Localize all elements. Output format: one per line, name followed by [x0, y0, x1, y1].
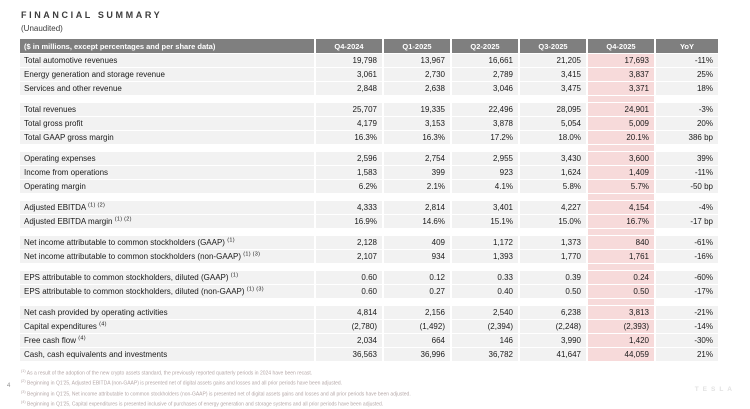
cell: 3,475: [520, 82, 586, 95]
footnote: [21, 368, 721, 378]
row-label-text: Free cash flow: [24, 336, 77, 345]
cell: 3,837: [588, 68, 654, 81]
cell: 15.0%: [520, 215, 586, 228]
cell: -11%: [656, 166, 718, 179]
row-label-text: Total automotive revenues: [24, 56, 118, 65]
row-label: [20, 201, 314, 214]
footnote-marker: (2): [21, 379, 26, 384]
cell: 1,393: [452, 250, 518, 263]
row-label-text: Net income attributable to common stockholders (GAAP): [24, 238, 225, 247]
table-header-row: [20, 39, 718, 53]
cell: 0.24: [588, 271, 654, 284]
cell: 1,770: [520, 250, 586, 263]
footnote-marker: (1): [21, 369, 26, 373]
row-label: [20, 54, 314, 67]
page-subtitle: (Unaudited): [21, 24, 63, 33]
footnote-marker: (4): [78, 335, 86, 342]
row-label-text: EPS attributable to common stockholders, diluted (GAAP): [24, 273, 229, 282]
footnote-marker: (1): [227, 237, 235, 244]
cell: 1,624: [520, 166, 586, 179]
cell: 3,046: [452, 82, 518, 95]
cell: 2.1%: [384, 180, 450, 193]
cell: 2,107: [316, 250, 382, 263]
gap-cell: [384, 299, 450, 305]
cell: 39%: [656, 152, 718, 165]
cell: 21,205: [520, 54, 586, 67]
gap-cell: [316, 299, 382, 305]
row-label: [20, 117, 314, 130]
table-header-col: Q4-2025: [588, 39, 654, 53]
gap-cell: [520, 264, 586, 270]
cell: 3,990: [520, 334, 586, 347]
row-label: [20, 348, 314, 361]
table-body: [20, 54, 718, 361]
cell: 3,371: [588, 82, 654, 95]
footnote-marker: (1) (2): [114, 216, 132, 223]
gap-cell: [656, 194, 718, 200]
gap-cell: [20, 264, 314, 270]
row-label: [20, 180, 314, 193]
cell: -11%: [656, 54, 718, 67]
row-label-text: Total GAAP gross margin: [24, 133, 114, 142]
cell: 14.6%: [384, 215, 450, 228]
cell: 16.9%: [316, 215, 382, 228]
table-row: [20, 54, 718, 67]
gap-cell: [20, 145, 314, 151]
cell: 18.0%: [520, 131, 586, 144]
table-header-col: Q1-2025: [384, 39, 450, 53]
row-label-text: Adjusted EBITDA margin: [24, 217, 113, 226]
row-label-text: Total revenues: [24, 105, 77, 114]
footnote: [21, 378, 721, 388]
table-row: [20, 236, 718, 249]
cell: (2,248): [520, 320, 586, 333]
cell: 1,583: [316, 166, 382, 179]
cell: 2,789: [452, 68, 518, 81]
cell: 2,540: [452, 306, 518, 319]
table-header-col: Q2-2025: [452, 39, 518, 53]
section-gap-row: [20, 264, 718, 270]
cell: 18%: [656, 82, 718, 95]
cell: 3,430: [520, 152, 586, 165]
section-gap-row: [20, 194, 718, 200]
gap-cell: [452, 194, 518, 200]
footnote: [21, 389, 721, 399]
cell: 2,128: [316, 236, 382, 249]
row-label: [20, 271, 314, 284]
section-gap-row: [20, 229, 718, 235]
gap-cell: [520, 229, 586, 235]
cell: 4,154: [588, 201, 654, 214]
row-label-text: Net income attributable to common stockholders (non-GAAP): [24, 252, 241, 261]
cell: 36,782: [452, 348, 518, 361]
row-label-text: Capital expenditures: [24, 322, 97, 331]
cell: 0.27: [384, 285, 450, 298]
table-row: [20, 103, 718, 116]
cell: 19,798: [316, 54, 382, 67]
cell: 1,761: [588, 250, 654, 263]
cell: 0.12: [384, 271, 450, 284]
cell: 2,034: [316, 334, 382, 347]
cell: 146: [452, 334, 518, 347]
gap-cell: [20, 194, 314, 200]
gap-cell: [452, 264, 518, 270]
gap-cell: [588, 96, 654, 102]
table-row: [20, 131, 718, 144]
cell: 6.2%: [316, 180, 382, 193]
financial-summary-table: [18, 38, 720, 362]
cell: 16.3%: [316, 131, 382, 144]
gap-cell: [656, 96, 718, 102]
row-label-text: Adjusted EBITDA: [24, 203, 86, 212]
footnote-marker: (3): [21, 389, 26, 394]
gap-cell: [588, 145, 654, 151]
row-label: [20, 166, 314, 179]
cell: 1,172: [452, 236, 518, 249]
gap-cell: [588, 264, 654, 270]
gap-cell: [452, 229, 518, 235]
row-label: [20, 103, 314, 116]
row-label: [20, 334, 314, 347]
cell: 5,009: [588, 117, 654, 130]
section-gap-row: [20, 299, 718, 305]
cell: 664: [384, 334, 450, 347]
cell: 4.1%: [452, 180, 518, 193]
table-row: [20, 166, 718, 179]
cell: 5.8%: [520, 180, 586, 193]
gap-cell: [20, 229, 314, 235]
table-header: [20, 39, 718, 53]
cell: 409: [384, 236, 450, 249]
gap-cell: [316, 264, 382, 270]
gap-cell: [656, 264, 718, 270]
gap-cell: [316, 194, 382, 200]
cell: 15.1%: [452, 215, 518, 228]
cell: 36,996: [384, 348, 450, 361]
gap-cell: [588, 194, 654, 200]
table-row: [20, 117, 718, 130]
table-row: [20, 82, 718, 95]
cell: 0.50: [520, 285, 586, 298]
table-row: [20, 348, 718, 361]
row-label: [20, 215, 314, 228]
cell: 3,878: [452, 117, 518, 130]
table-row: [20, 306, 718, 319]
footnote-text: Beginning in Q1'25, Net income attributable to common stockholders (non-GAAP) is presented net of digital assets gains and losses and all prior periods have been adjusted.: [27, 391, 411, 398]
cell: 5,054: [520, 117, 586, 130]
gap-cell: [384, 194, 450, 200]
cell: 2,955: [452, 152, 518, 165]
cell: -60%: [656, 271, 718, 284]
table-header-label: ($ in millions, except percentages and per share data): [20, 39, 314, 53]
cell: -3%: [656, 103, 718, 116]
row-label-text: Operating margin: [24, 182, 86, 191]
gap-cell: [520, 299, 586, 305]
footnote-marker: (1): [230, 272, 239, 279]
cell: 24,901: [588, 103, 654, 116]
cell: -16%: [656, 250, 718, 263]
cell: 386 bp: [656, 131, 718, 144]
cell: 2,730: [384, 68, 450, 81]
row-label-text: Operating expenses: [24, 154, 96, 163]
cell: 2,814: [384, 201, 450, 214]
cell: 6,238: [520, 306, 586, 319]
footnote-marker: (1) (3): [243, 251, 261, 258]
cell: 17.2%: [452, 131, 518, 144]
table-row: [20, 285, 718, 298]
gap-cell: [452, 96, 518, 102]
cell: 3,153: [384, 117, 450, 130]
table-row: [20, 334, 718, 347]
footnotes: [21, 368, 721, 409]
footnote-marker: (1) (2): [88, 202, 106, 209]
cell: 399: [384, 166, 450, 179]
cell: 17,693: [588, 54, 654, 67]
cell: 4,333: [316, 201, 382, 214]
cell: (2,393): [588, 320, 654, 333]
table-row: [20, 271, 718, 284]
row-label: [20, 250, 314, 263]
cell: 3,813: [588, 306, 654, 319]
cell: 1,409: [588, 166, 654, 179]
cell: -17%: [656, 285, 718, 298]
row-label-text: Services and other revenue: [24, 84, 122, 93]
gap-cell: [520, 194, 586, 200]
gap-cell: [656, 145, 718, 151]
gap-cell: [20, 299, 314, 305]
gap-cell: [656, 229, 718, 235]
cell: 2,156: [384, 306, 450, 319]
gap-cell: [588, 299, 654, 305]
cell: 4,814: [316, 306, 382, 319]
cell: 28,095: [520, 103, 586, 116]
gap-cell: [452, 299, 518, 305]
gap-cell: [384, 264, 450, 270]
row-label-text: EPS attributable to common stockholders, diluted (non-GAAP): [24, 287, 245, 296]
cell: 2,596: [316, 152, 382, 165]
gap-cell: [384, 96, 450, 102]
gap-cell: [316, 96, 382, 102]
cell: -14%: [656, 320, 718, 333]
gap-cell: [316, 145, 382, 151]
table-header-col: YoY: [656, 39, 718, 53]
cell: -30%: [656, 334, 718, 347]
footnote-text: As a result of the adoption of the new crypto assets standard, the previously reported quarterly periods in 2024 have been recast.: [26, 370, 313, 377]
cell: 5.7%: [588, 180, 654, 193]
row-label-text: Energy generation and storage revenue: [24, 70, 165, 79]
table-row: [20, 201, 718, 214]
cell: 840: [588, 236, 654, 249]
table-row: [20, 152, 718, 165]
cell: 22,496: [452, 103, 518, 116]
row-label: [20, 236, 314, 249]
cell: 3,061: [316, 68, 382, 81]
cell: 16.3%: [384, 131, 450, 144]
cell: 20%: [656, 117, 718, 130]
cell: 1,373: [520, 236, 586, 249]
cell: -17 bp: [656, 215, 718, 228]
row-label: [20, 131, 314, 144]
gap-cell: [520, 96, 586, 102]
page-title: FINANCIAL SUMMARY: [21, 10, 163, 20]
cell: 13,967: [384, 54, 450, 67]
cell: (1,492): [384, 320, 450, 333]
cell: 4,227: [520, 201, 586, 214]
cell: 25%: [656, 68, 718, 81]
table-row: [20, 68, 718, 81]
cell: 1,420: [588, 334, 654, 347]
table-row: [20, 250, 718, 263]
cell: 0.60: [316, 285, 382, 298]
gap-cell: [656, 299, 718, 305]
row-label: [20, 68, 314, 81]
row-label: [20, 320, 314, 333]
cell: -21%: [656, 306, 718, 319]
cell: 0.50: [588, 285, 654, 298]
gap-cell: [316, 229, 382, 235]
cell: 25,707: [316, 103, 382, 116]
table-row: [20, 180, 718, 193]
cell: 21%: [656, 348, 718, 361]
cell: 0.39: [520, 271, 586, 284]
cell: 3,415: [520, 68, 586, 81]
gap-cell: [520, 145, 586, 151]
footnote: [21, 399, 721, 409]
footnote-text: Beginning in Q1'25, Capital expenditures is presented inclusive of purchases of energy generation and storage systems and all prior periods have been adjusted.: [27, 401, 384, 408]
cell: 19,335: [384, 103, 450, 116]
table-row: [20, 320, 718, 333]
cell: (2,394): [452, 320, 518, 333]
cell: 3,401: [452, 201, 518, 214]
cell: 44,059: [588, 348, 654, 361]
cell: -4%: [656, 201, 718, 214]
cell: 0.33: [452, 271, 518, 284]
cell: 4,179: [316, 117, 382, 130]
footnote-marker: (4): [99, 321, 107, 328]
cell: 20.1%: [588, 131, 654, 144]
footnote-marker: (4): [21, 399, 26, 404]
table-header-col: Q4-2024: [316, 39, 382, 53]
gap-cell: [452, 145, 518, 151]
cell: 923: [452, 166, 518, 179]
page-number: 4: [7, 383, 11, 389]
table-row: [20, 215, 718, 228]
cell: 3,600: [588, 152, 654, 165]
cell: 0.40: [452, 285, 518, 298]
gap-cell: [384, 145, 450, 151]
row-label-text: Cash, cash equivalents and investments: [24, 350, 168, 359]
cell: 934: [384, 250, 450, 263]
cell: 2,848: [316, 82, 382, 95]
row-label-text: Total gross profit: [24, 119, 83, 128]
section-gap-row: [20, 96, 718, 102]
row-label-text: Net cash provided by operating activities: [24, 308, 168, 317]
section-gap-row: [20, 145, 718, 151]
cell: 41,647: [520, 348, 586, 361]
table-header-col: Q3-2025: [520, 39, 586, 53]
footnote-marker: (1) (3): [246, 286, 264, 293]
gap-cell: [588, 229, 654, 235]
row-label-text: Income from operations: [24, 168, 109, 177]
footnote-text: Beginning in Q1'25, Adjusted EBITDA (non-GAAP) is presented net of digital assets gains and losses and all prior periods have been adjusted.: [27, 380, 343, 387]
row-label: [20, 285, 314, 298]
cell: 16,661: [452, 54, 518, 67]
cell: 0.60: [316, 271, 382, 284]
cell: 2,638: [384, 82, 450, 95]
gap-cell: [384, 229, 450, 235]
cell: -61%: [656, 236, 718, 249]
cell: 36,563: [316, 348, 382, 361]
row-label: [20, 306, 314, 319]
cell: 16.7%: [588, 215, 654, 228]
cell: (2,780): [316, 320, 382, 333]
row-label: [20, 152, 314, 165]
gap-cell: [20, 96, 314, 102]
cell: -50 bp: [656, 180, 718, 193]
tesla-logo: TESLA: [694, 386, 736, 393]
row-label: [20, 82, 314, 95]
cell: 2,754: [384, 152, 450, 165]
